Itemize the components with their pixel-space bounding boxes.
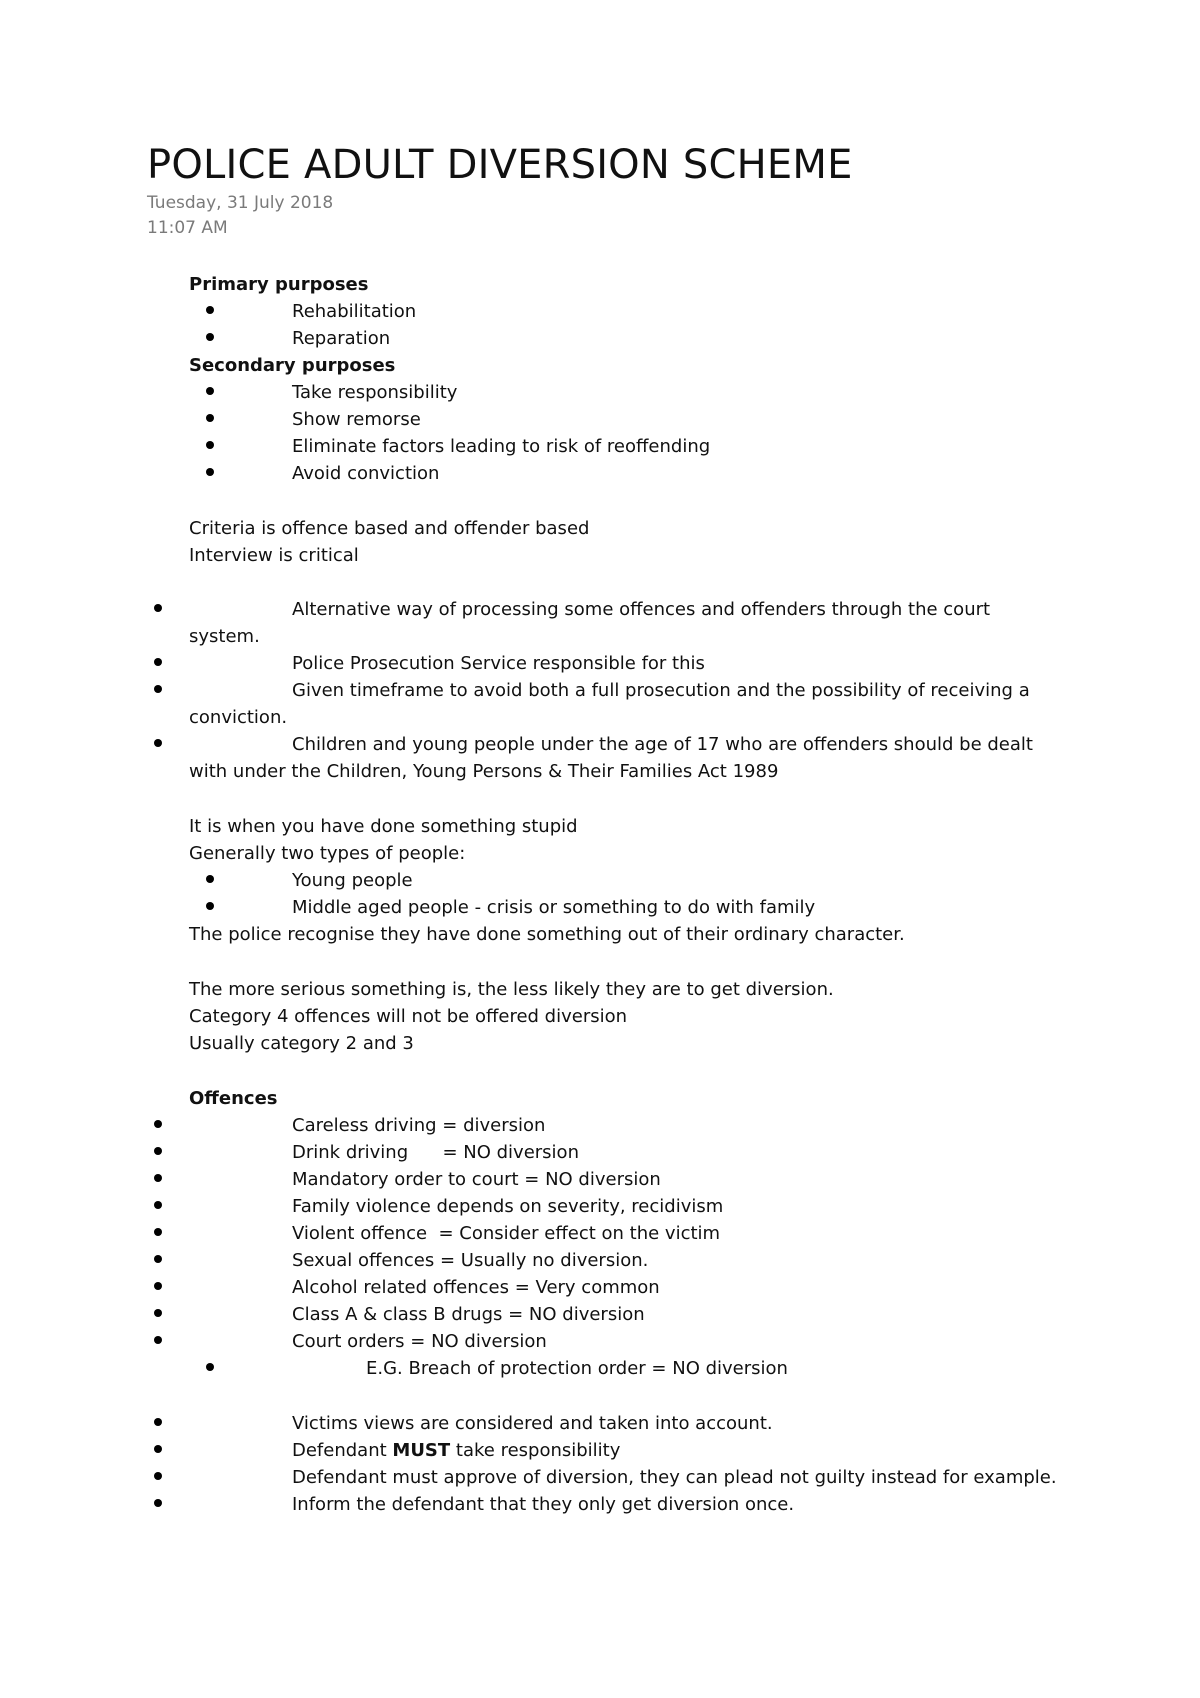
final-item: Inform the defendant that they only get diversion once.	[292, 1494, 795, 1515]
bullet-icon	[154, 1499, 162, 1507]
final-item: Victims views are considered and taken into account.	[292, 1413, 773, 1434]
note-time: 11:07 AM	[147, 218, 228, 238]
bullet-icon	[206, 468, 214, 476]
final-item-text: Defendant	[292, 1440, 393, 1461]
interview-line: Interview is critical	[189, 545, 359, 566]
bullet-icon	[154, 1282, 162, 1290]
category4-line: Category 4 offences will not be offered diversion	[189, 1006, 628, 1027]
serious-line: The more serious something is, the less likely they are to get diversion.	[189, 979, 834, 1000]
offence-item: Mandatory order to court = NO diversion	[292, 1169, 661, 1190]
note-date: Tuesday, 31 July 2018	[147, 193, 334, 213]
bullet-icon	[206, 387, 214, 395]
list-item: Take responsibility	[292, 382, 458, 403]
emphasis-text: MUST	[392, 1440, 451, 1461]
bullet-icon	[154, 739, 162, 747]
offence-item: Class A & class B drugs = NO diversion	[292, 1304, 645, 1325]
list-item: Rehabilitation	[292, 301, 417, 322]
bullet-icon	[154, 1147, 162, 1155]
overview-item: Children and young people under the age of 17 who are offenders should be dealt	[292, 734, 1033, 755]
bullet-icon	[154, 1418, 162, 1426]
offence-item: Alcohol related offences = Very common	[292, 1277, 660, 1298]
offence-item: Family violence depends on severity, recidivism	[292, 1196, 724, 1217]
bullet-icon	[154, 1255, 162, 1263]
bullet-icon	[154, 604, 162, 612]
bullet-icon	[206, 414, 214, 422]
overview-item: Given timeframe to avoid both a full prosecution and the possibility of receiving a	[292, 680, 1030, 701]
bullet-icon	[206, 902, 214, 910]
sub-offence-item: E.G. Breach of protection order = NO diversion	[366, 1358, 788, 1379]
final-item: Defendant must approve of diversion, they can plead not guilty instead for example.	[292, 1467, 1057, 1488]
list-item: Middle aged people - crisis or something to do with family	[292, 897, 816, 918]
list-item: Avoid conviction	[292, 463, 440, 484]
overview-item: Police Prosecution Service responsible for this	[292, 653, 705, 674]
overview-item-continuation: system.	[189, 626, 260, 647]
bullet-icon	[154, 1201, 162, 1209]
list-item: Reparation	[292, 328, 391, 349]
bullet-icon	[154, 1120, 162, 1128]
offence-item: Court orders = NO diversion	[292, 1331, 547, 1352]
final-item-text: take responsibility	[450, 1440, 621, 1461]
final-item	[292, 1437, 620, 1464]
overview-item-continuation: with under the Children, Young Persons & Their Families Act 1989	[189, 761, 779, 782]
bullet-icon	[154, 1174, 162, 1182]
offence-item: Drink driving = NO diversion	[292, 1142, 579, 1163]
list-item: Eliminate factors leading to risk of reoffending	[292, 436, 711, 457]
list-item: Show remorse	[292, 409, 421, 430]
bullet-icon	[154, 1445, 162, 1453]
bullet-icon	[206, 333, 214, 341]
primary-purposes-heading: Primary purposes	[189, 274, 369, 295]
secondary-purposes-heading: Secondary purposes	[189, 355, 396, 376]
bullet-icon	[154, 1309, 162, 1317]
offence-item: Violent offence = Consider effect on the victim	[292, 1223, 721, 1244]
recognise-line: The police recognise they have done something out of their ordinary character.	[189, 924, 905, 945]
bullet-icon	[154, 1228, 162, 1236]
bullet-icon	[206, 875, 214, 883]
stupid-line: It is when you have done something stupid	[189, 816, 578, 837]
offences-heading: Offences	[189, 1088, 278, 1109]
bullet-icon	[154, 1472, 162, 1480]
criteria-line: Criteria is offence based and offender based	[189, 518, 590, 539]
bullet-icon	[154, 685, 162, 693]
bullet-icon	[206, 306, 214, 314]
bullet-icon	[154, 658, 162, 666]
overview-item-continuation: conviction.	[189, 707, 288, 728]
usually-line: Usually category 2 and 3	[189, 1033, 414, 1054]
offence-item: Sexual offences = Usually no diversion.	[292, 1250, 649, 1271]
overview-item: Alternative way of processing some offences and offenders through the court	[292, 599, 991, 620]
list-item: Young people	[292, 870, 413, 891]
bullet-icon	[206, 441, 214, 449]
two-types-line: Generally two types of people:	[189, 843, 466, 864]
bullet-icon	[206, 1363, 214, 1371]
offence-item: Careless driving = diversion	[292, 1115, 546, 1136]
page-title: POLICE ADULT DIVERSION SCHEME	[147, 142, 853, 188]
bullet-icon	[154, 1336, 162, 1344]
